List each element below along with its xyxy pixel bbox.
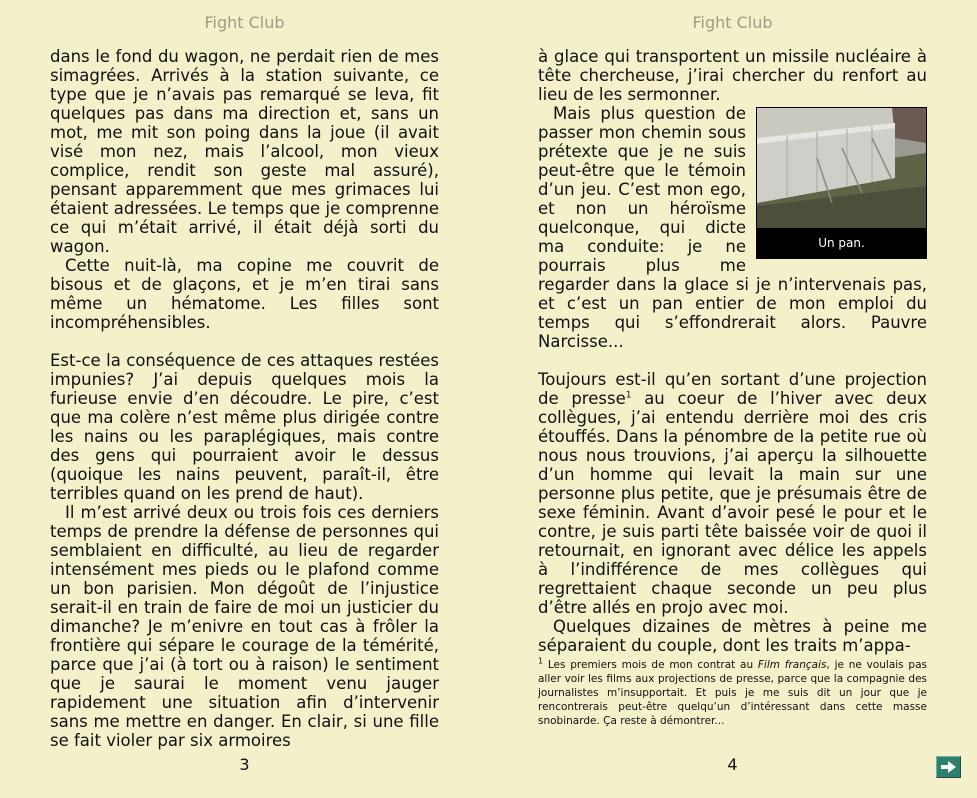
arrow-right-icon	[937, 757, 960, 777]
page-number-right: 4	[727, 755, 738, 774]
page-number-left: 3	[239, 755, 250, 774]
footnote-text-before: Les premiers mois de mon contrat au	[547, 659, 758, 671]
figure-caption: Un pan.	[818, 236, 865, 250]
footnote-reference[interactable]: 1	[625, 390, 632, 401]
paragraph: Mais plus question de passer mon chemin sous prétexte que je ne suis peut-être que le témoin d’un jeu. C’est mon ego, et non un héroïsme quelconque, qui dicte ma conduite: je ne pourrais plus me regarder dans la glace si je n’intervenais pas, et c’est un pan entier de mon emploi du temps qui s’effondrerait alors. Pauvre Narcisse...	[538, 104, 927, 351]
paragraph: Est-ce la conséquence de ces attaques restées impunies? J’ai depuis quelques mois la furieuse envie d’en découdre. Le pire, c’est que ma colère n’est même plus dirigée contre les nains ou les paraplégiques, mais contre des gens qui pourraient avoir le dessus (quoique les nains peuvent, paraît-il, être terribles quand on les prend de haut).	[50, 351, 439, 503]
left-page	[50, 0, 439, 798]
footnote-text-after: , je ne voulais pas aller voir les films aux projections de presse, parce que la compagnie des journalistes m’insupportait. Et puis je me suis dit un jour que je rencontrerais peut-être quelqu’un d’intéressant dans cette masse snobinarde. Ça reste à démontrer...	[538, 659, 927, 727]
footnote-number: 1	[538, 656, 544, 666]
paragraph	[538, 370, 927, 617]
paragraph: Cette nuit-là, ma copine me couvrit de bisous et de glaçons, et je m’en tirai sans même un hématome. Les filles sont incompréhensibles.	[50, 256, 439, 332]
right-page-body	[538, 47, 927, 655]
next-page-button[interactable]	[936, 756, 961, 778]
paragraph: Quelques dizaines de mètres à peine me séparaient du couple, dont les traits m’appa-	[538, 617, 927, 655]
figure-wall-photo	[756, 107, 927, 259]
wall-photo	[757, 108, 926, 228]
running-head-left: Fight Club	[204, 13, 285, 32]
running-head-right: Fight Club	[692, 13, 773, 32]
paragraph: à glace qui transportent un missile nucléaire à tête chercheuse, j’irai chercher du renfort au lieu de les sermonner.	[538, 47, 927, 104]
paragraph-rest: au coeur de l’hiver avec deux collègues, j’ai entendu derrière moi des cris étouffés. Dans la pénombre de la petite rue où nous nous trouvions, j’ai aperçu la silhouette d’un homme qui levait la main sur une personne plus petite, que je présumais être de sexe féminin. Avant d’avoir pesé le pour et le contre, je suis parti tête baissée voir de quoi il retournait, en ignorant avec délice les appels à l’indifférence de mes collègues qui regrettaient chaque seconde un peu plus d’être allés en projo avec moi.	[538, 389, 928, 617]
footnote	[538, 658, 927, 728]
paragraph: Il m’est arrivé deux ou trois fois ces derniers temps de prendre la défense de personnes qui semblaient en difficulté, au lieu de regarder intensément mes pieds ou le plafond comme un bon parisien. Mon dégoût de l’injustice serait-il en train de faire de moi un justicier du dimanche? Je m’enivre en tout cas à frôler la frontière qui sépare le courage de la témérité, parce que j’ai (à tort ou à raison) le sentiment que je saurai le moment venu jauger rapidement une situation afin d’intervenir sans me mettre en danger. En clair, si une fille se fait violer par six armoires	[50, 503, 439, 750]
paragraph: dans le fond du wagon, ne perdait rien de mes simagrées. Arrivés à la station suivante, ce type que je n’avais pas remarqué se leva, fit quelques pas dans ma direction et, sans un mot, me mit son poing dans la joue (il avait visé mon nez, mais l’alcool, mon vieux complice, rendit son geste mal assuré), pensant apparemment que mes grimaces lui étaient adressées. Le temps que je comprenne ce qui m’était arrivé, il était déjà sorti du wagon.	[50, 47, 439, 256]
right-page	[538, 0, 927, 798]
footnote-italic: Film français	[757, 659, 827, 671]
left-page-body	[50, 47, 439, 750]
paragraph-lead: Toujours est-il qu’en sortant d’une projection de presse	[538, 370, 927, 408]
